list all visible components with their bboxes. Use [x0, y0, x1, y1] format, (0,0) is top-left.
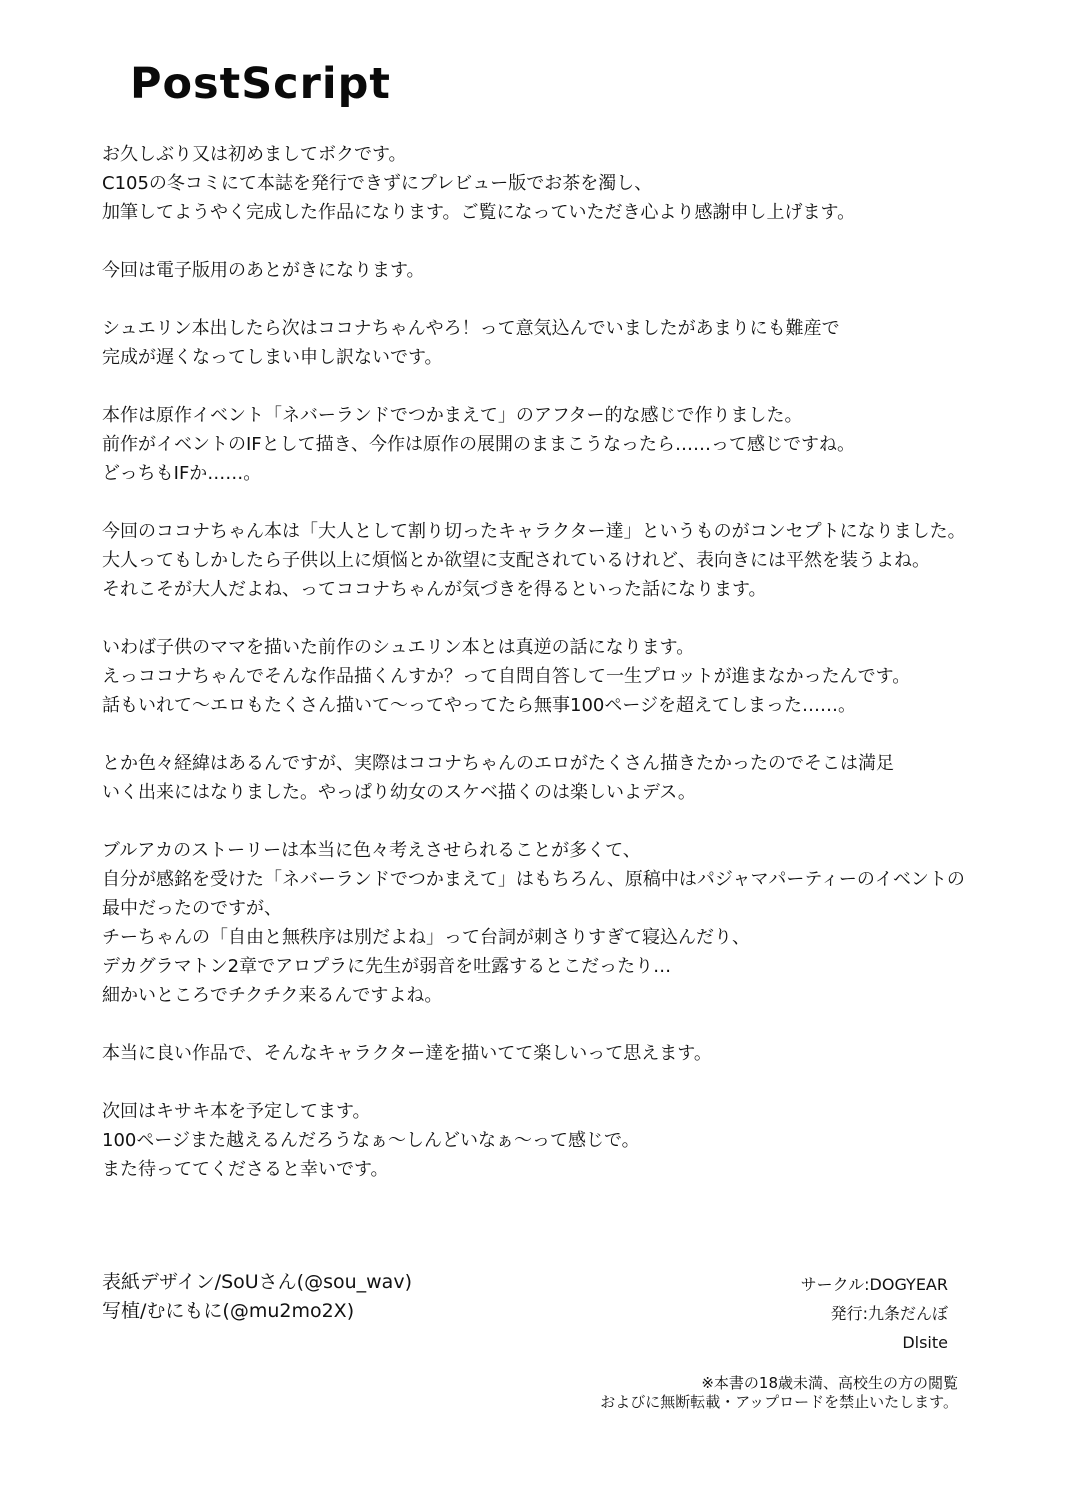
- text-line: チーちゃんの「自由と無秩序は別だよね」って台詞が刺さりすぎて寝込んだり、: [102, 927, 750, 948]
- text-line: 前作がイベントのIFとして描き、今作は原作の展開のままこうなったら……って感じですね。: [102, 434, 855, 455]
- paragraph: [102, 633, 1022, 720]
- staff-credits: [102, 1268, 412, 1326]
- text-line: どっちもIFか……。: [102, 463, 262, 484]
- text-line: 細かいところでチクチク来るんですよね。: [102, 985, 443, 1006]
- text-line: また待っててくださると幸いです。: [102, 1159, 389, 1180]
- text-line: 話もいれて～エロもたくさん描いて～ってやってたら無事100ページを超えてしまった……。: [102, 695, 856, 716]
- text-line: 完成が遅くなってしまい申し訳ないです。: [102, 347, 443, 368]
- publisher-info: [801, 1270, 948, 1357]
- paragraph: [102, 140, 1022, 227]
- paragraph: [102, 1039, 1022, 1068]
- text-line: とか色々経緯はあるんですが、実際はココナちゃんのエロがたくさん描きたかったのでそこは満足: [102, 753, 894, 774]
- paragraph: [102, 749, 1022, 807]
- paragraph: [102, 256, 1022, 285]
- typesetting-credit: 写植/むにもに(@mu2mo2X): [102, 1300, 355, 1322]
- cover-design-credit: 表紙デザイン/SoUさん(@sou_wav): [102, 1271, 412, 1293]
- age-restriction-notice: [600, 1374, 958, 1412]
- notice-line: ※本書の18歳未満、高校生の方の閲覧: [701, 1374, 958, 1392]
- text-line: 100ページまた越えるんだろうなぁ～しんどいなぁ～って感じで。: [102, 1130, 640, 1151]
- text-line: いわば子供のママを描いた前作のシュエリン本とは真逆の話になります。: [102, 637, 695, 658]
- text-line: 最中だったのですが、: [102, 898, 282, 919]
- text-line: C105の冬コミにて本誌を発行できずにプレビュー版でお茶を濁し、: [102, 173, 653, 194]
- notice-line: およびに無断転載・アップロードを禁止いたします。: [600, 1393, 958, 1411]
- text-line: 加筆してようやく完成した作品になります。ご覧になっていただき心より感謝申し上げます。: [102, 202, 856, 223]
- page-title: PostScript: [130, 59, 391, 109]
- distribution-site: Dlsite: [902, 1333, 948, 1352]
- text-line: デカグラマトン2章でアロプラに先生が弱音を吐露するとこだったり…: [102, 956, 672, 977]
- paragraph: [102, 1097, 1022, 1184]
- text-line: シュエリン本出したら次はココナちゃんやろ！って意気込んでいましたがあまりにも難産で: [102, 318, 840, 339]
- text-line: 大人ってもしかしたら子供以上に煩悩とか欲望に支配されているけれど、表向きには平然を装うよね。: [102, 550, 930, 571]
- issuer-name: 発行:九条だんぼ: [830, 1304, 948, 1323]
- text-line: 本当に良い作品で、そんなキャラクター達を描いてて楽しいって思えます。: [102, 1043, 712, 1064]
- text-line: えっココナちゃんでそんな作品描くんすか？って自問自答して一生プロットが進まなかったんです。: [102, 666, 911, 687]
- text-line: 今回のココナちゃん本は「大人として割り切ったキャラクター達」というものがコンセプトになりました。: [102, 521, 966, 542]
- paragraph: [102, 314, 1022, 372]
- paragraph: [102, 836, 1022, 1010]
- text-line: 今回は電子版用のあとがきになります。: [102, 260, 425, 281]
- text-line: 次回はキサキ本を予定してます。: [102, 1101, 371, 1122]
- text-line: ブルアカのストーリーは本当に色々考えさせられることが多くて、: [102, 840, 641, 861]
- postscript-body: [102, 140, 1022, 1213]
- text-line: お久しぶり又は初めましてボクです。: [102, 144, 407, 165]
- paragraph: [102, 401, 1022, 488]
- circle-name: サークル:DOGYEAR: [800, 1275, 948, 1294]
- text-line: 本作は原作イベント「ネバーランドでつかまえて」のアフター的な感じで作りました。: [102, 405, 803, 426]
- text-line: 自分が感銘を受けた「ネバーランドでつかまえて」はもちろん、原稿中はパジャマパーティーのイベントの: [102, 869, 965, 890]
- text-line: いく出来にはなりました。やっぱり幼女のスケベ描くのは楽しいよデス。: [102, 782, 696, 803]
- paragraph: [102, 517, 1022, 604]
- text-line: それこそが大人だよね、ってココナちゃんが気づきを得るといった話になります。: [102, 579, 767, 600]
